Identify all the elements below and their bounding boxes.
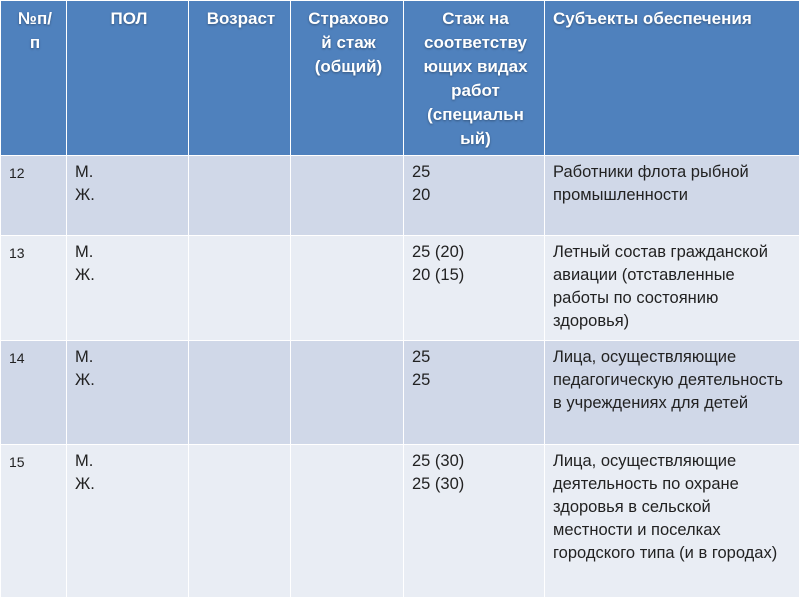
row-gender bbox=[67, 341, 189, 445]
gender-female: Ж. bbox=[75, 186, 95, 204]
special-male: 25 bbox=[412, 163, 431, 181]
row-special bbox=[404, 341, 545, 445]
row-gender bbox=[67, 156, 189, 236]
row-special bbox=[404, 445, 545, 598]
table-row bbox=[1, 341, 800, 445]
gender-male: М. bbox=[75, 452, 94, 470]
header-gender: ПОЛ bbox=[67, 1, 189, 156]
row-special bbox=[404, 156, 545, 236]
header-special-experience bbox=[404, 1, 545, 156]
row-subjects bbox=[545, 445, 800, 598]
header-special-line: Стаж на bbox=[442, 9, 509, 28]
subjects-text: Лица, осуществляющие деятельность по охране здоровья в сельской местности и поселках городского типа (и в городах) bbox=[553, 452, 778, 562]
row-age bbox=[189, 445, 291, 598]
header-num-line: №п/ bbox=[18, 9, 52, 28]
header-special-line: работ bbox=[451, 81, 500, 100]
table-row bbox=[1, 156, 800, 236]
row-number: 14 bbox=[1, 341, 67, 445]
special-female: 20 bbox=[412, 186, 431, 204]
gender-female: Ж. bbox=[75, 475, 95, 493]
gender-female: Ж. bbox=[75, 371, 95, 389]
header-subjects: Субъекты обеспечения bbox=[545, 1, 800, 156]
subjects-text: Летный состав гражданской авиации (отставленные работы по состоянию здоровья) bbox=[553, 243, 768, 330]
subjects-text: Лица, осуществляющие педагогическую деятельность в учреждениях для детей bbox=[553, 348, 783, 412]
header-age: Возраст bbox=[189, 1, 291, 156]
header-insurance-line: (общий) bbox=[314, 57, 383, 76]
row-number: 13 bbox=[1, 236, 67, 341]
header-special-line: (специальн bbox=[427, 105, 524, 124]
special-male: 25 bbox=[412, 348, 431, 366]
gender-male: М. bbox=[75, 348, 94, 366]
table-header-row bbox=[1, 1, 800, 156]
row-gender bbox=[67, 236, 189, 341]
row-number: 12 bbox=[1, 156, 67, 236]
row-insurance bbox=[291, 156, 404, 236]
header-insurance-line: й стаж bbox=[321, 33, 376, 52]
special-female: 25 bbox=[412, 371, 431, 389]
row-number: 15 bbox=[1, 445, 67, 598]
gender-male: М. bbox=[75, 163, 94, 181]
table-row bbox=[1, 236, 800, 341]
row-insurance bbox=[291, 236, 404, 341]
row-age bbox=[189, 156, 291, 236]
header-num bbox=[1, 1, 67, 156]
row-special bbox=[404, 236, 545, 341]
header-special-line: ющих видах bbox=[423, 57, 528, 76]
special-male: 25 (30) bbox=[412, 452, 465, 470]
header-insurance-line: Страхово bbox=[308, 9, 389, 28]
special-male: 25 (20) bbox=[412, 243, 465, 261]
table-row bbox=[1, 445, 800, 598]
row-age bbox=[189, 236, 291, 341]
gender-male: М. bbox=[75, 243, 94, 261]
header-special-line: соответству bbox=[424, 33, 527, 52]
special-female: 20 (15) bbox=[412, 266, 465, 284]
row-age bbox=[189, 341, 291, 445]
header-special-line: ый) bbox=[460, 129, 491, 148]
row-gender bbox=[67, 445, 189, 598]
header-insurance-experience bbox=[291, 1, 404, 156]
row-insurance bbox=[291, 445, 404, 598]
row-subjects bbox=[545, 156, 800, 236]
gender-female: Ж. bbox=[75, 266, 95, 284]
subjects-text: Работники флота рыбной промышленности bbox=[553, 163, 749, 204]
row-subjects bbox=[545, 236, 800, 341]
special-female: 25 (30) bbox=[412, 475, 465, 493]
row-insurance bbox=[291, 341, 404, 445]
header-num-line: п bbox=[29, 33, 41, 52]
row-subjects bbox=[545, 341, 800, 445]
